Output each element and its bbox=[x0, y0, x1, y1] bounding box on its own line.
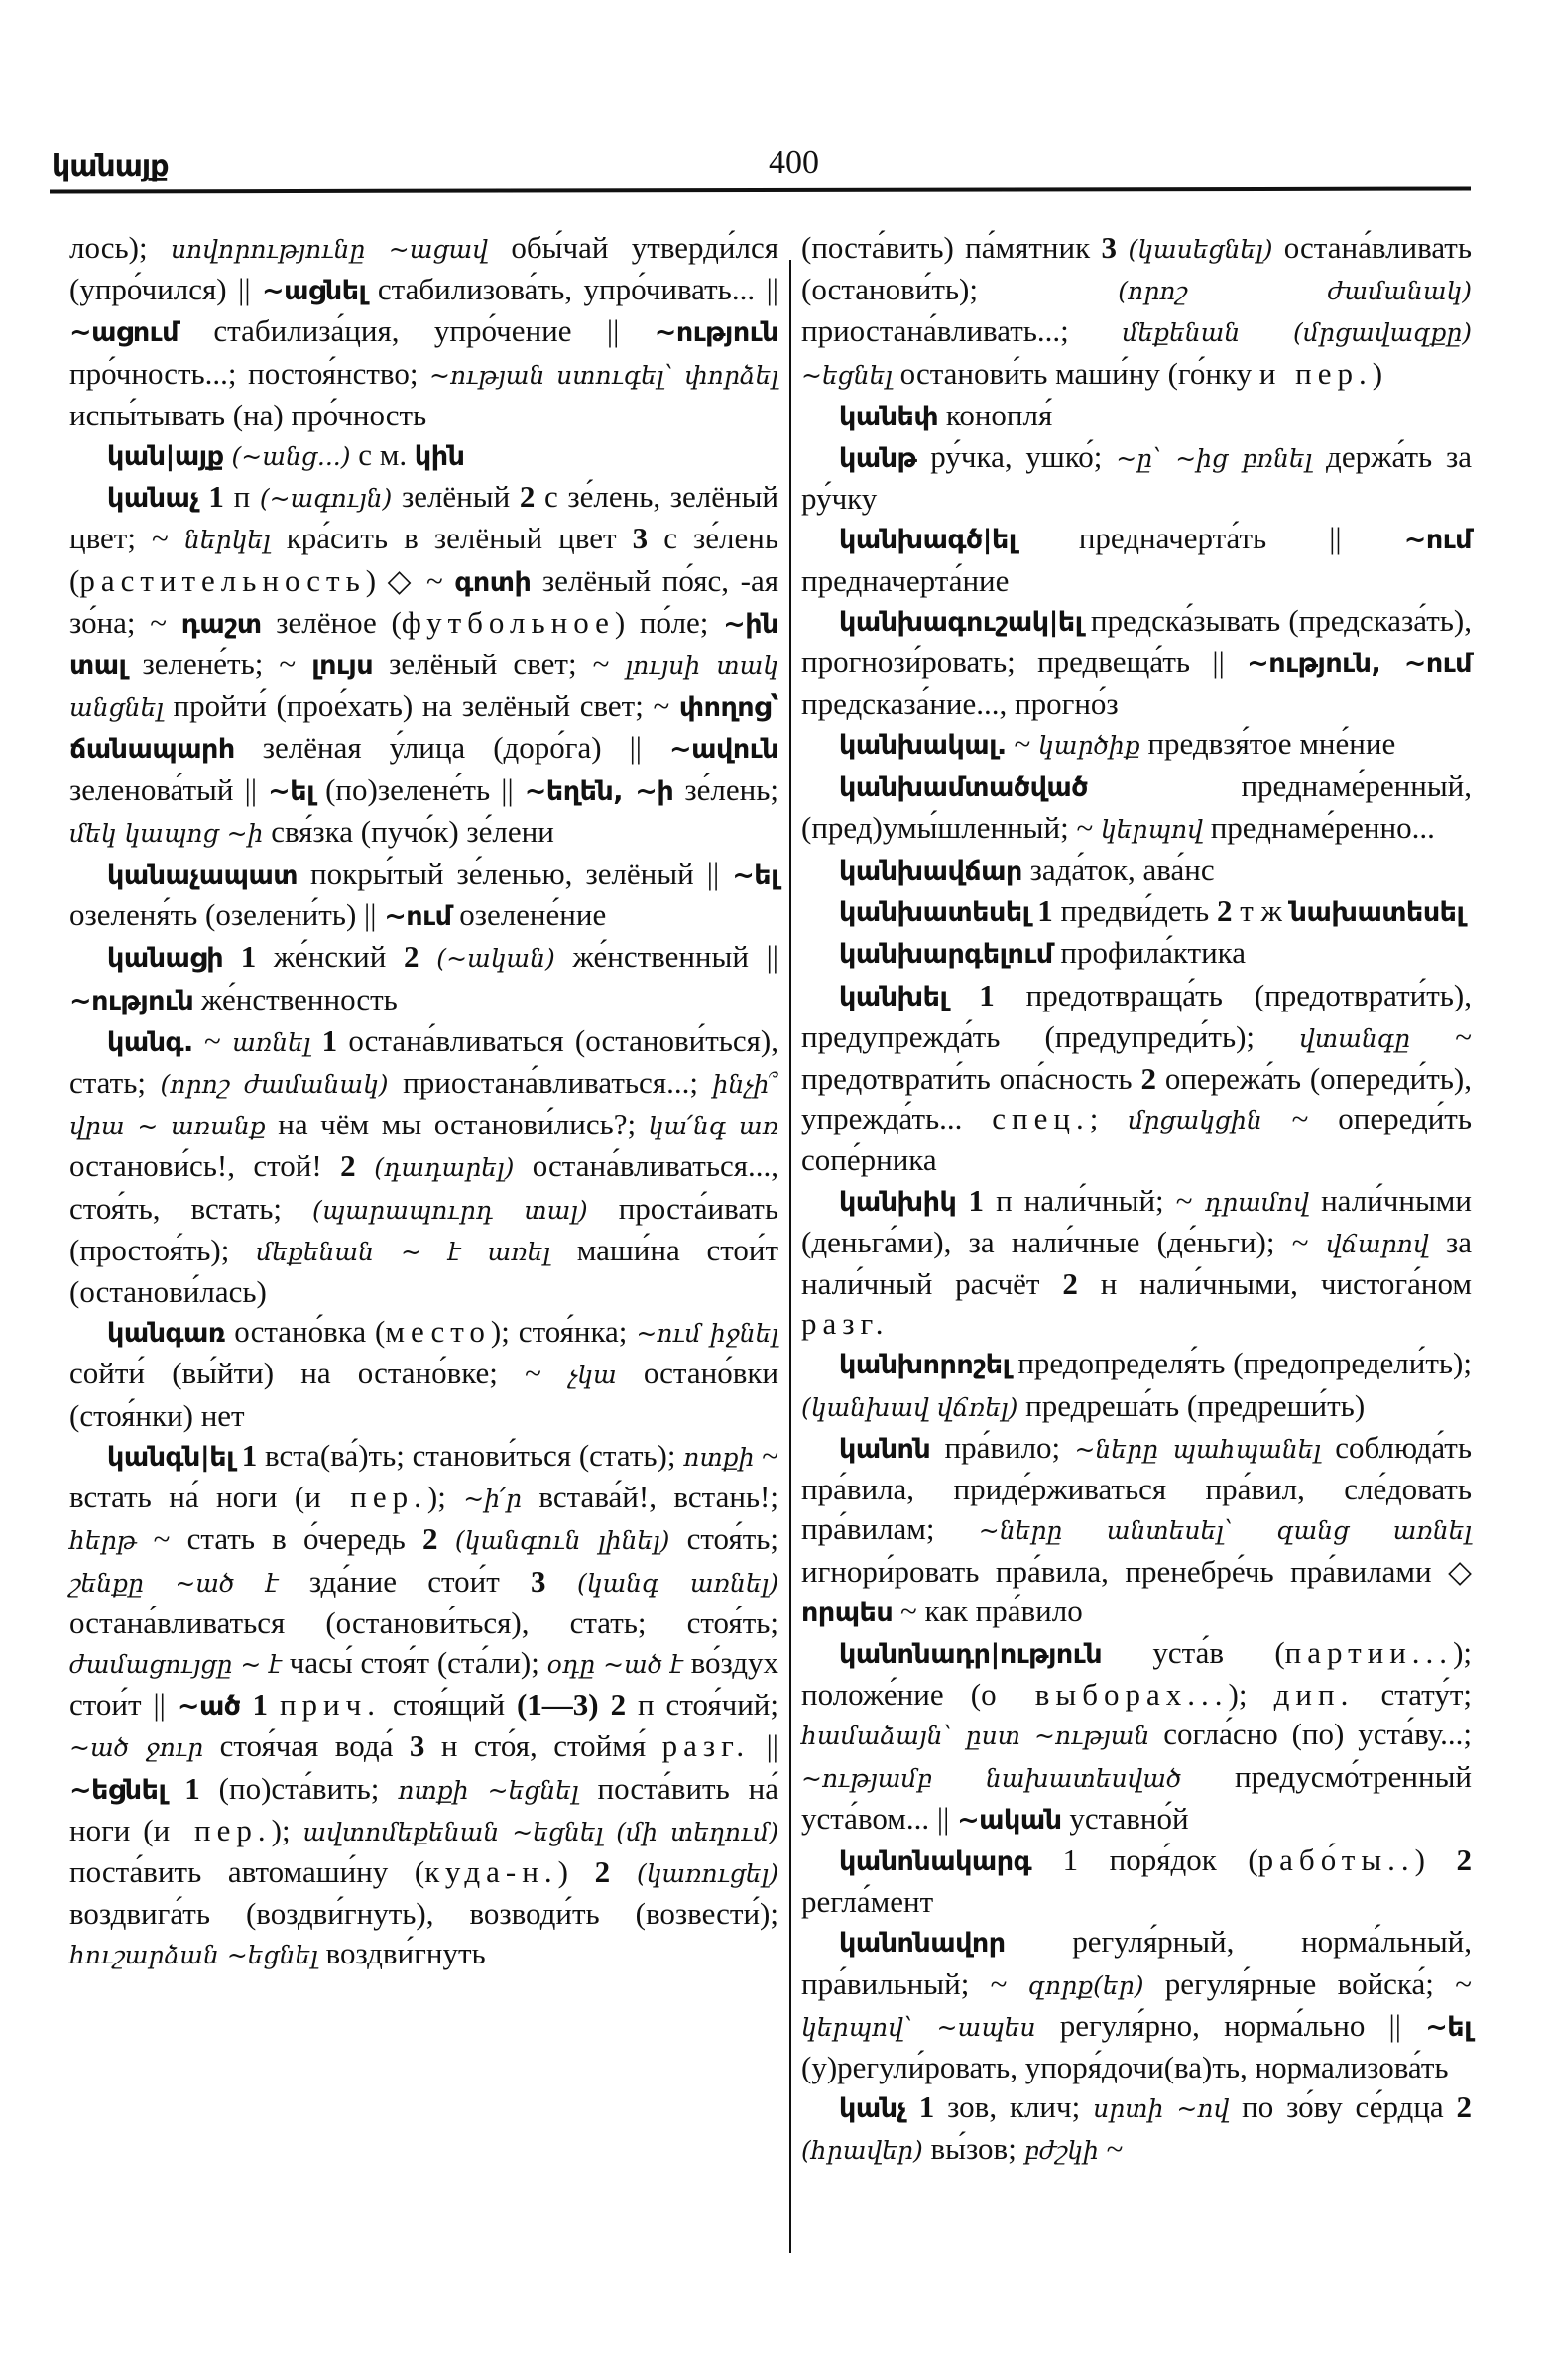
translation-text: ) ◇ ~ bbox=[365, 562, 455, 598]
translation-text: т ж bbox=[1232, 893, 1290, 929]
translation-text: во́здух стои́т || bbox=[69, 1644, 778, 1723]
headword: գոտի bbox=[454, 566, 532, 598]
translation-text: зов, клич; bbox=[934, 2089, 1094, 2125]
sense-number: 2 bbox=[594, 1853, 611, 1889]
dictionary-entry bbox=[801, 1181, 1472, 1345]
armenian-example: ~ում իջնել bbox=[636, 1319, 778, 1349]
armenian-example: ~ած ջուր bbox=[69, 1733, 204, 1763]
spaced-label: и пер. bbox=[1258, 355, 1373, 391]
translation-text: н сто́я, стоймя́ bbox=[424, 1728, 662, 1764]
sense-number: 2 bbox=[1456, 1842, 1472, 1877]
headword: կանաչապատ bbox=[107, 860, 299, 892]
headword: ~ել bbox=[732, 860, 778, 892]
headword: կանչ bbox=[839, 2093, 906, 2125]
sense-number: 1 bbox=[947, 977, 995, 1012]
translation-text: конопля́ bbox=[938, 397, 1053, 432]
spaced-label: дип. bbox=[1273, 1677, 1355, 1713]
headword: կանոն bbox=[839, 1433, 931, 1465]
translation-text: предска́зывать (предсказа́ть), прогнози́ровать; предвеща́ть || bbox=[801, 602, 1472, 680]
dictionary-entry bbox=[801, 396, 1472, 437]
sense-number: 3 bbox=[409, 1728, 425, 1764]
translation-text: остано́вка ( bbox=[225, 1314, 386, 1350]
spaced-label: разг. bbox=[661, 1728, 751, 1764]
armenian-example: (կանգ առնել) bbox=[545, 1568, 779, 1598]
dictionary-entry bbox=[801, 1633, 1472, 1841]
armenian-example: ժամացույցը ~ է bbox=[69, 1649, 282, 1679]
sense-number: 2 bbox=[1456, 2089, 1473, 2125]
dictionary-entry bbox=[801, 1841, 1472, 1922]
dictionary-entry bbox=[801, 2087, 1472, 2171]
translation-text: стату́т; bbox=[1354, 1677, 1472, 1713]
dictionary-entry bbox=[801, 767, 1472, 850]
translation-text: вы́зов; bbox=[922, 2131, 1024, 2167]
armenian-example: մեքենան (մրցավազքը) ~եցնել bbox=[801, 318, 1472, 390]
headword: ~ական bbox=[957, 1804, 1062, 1836]
translation-text: зелёная у́лица (доро́га) || bbox=[234, 730, 670, 766]
armenian-example: կարծիք bbox=[1038, 731, 1140, 761]
sense-number: 1 bbox=[310, 1022, 338, 1058]
translation-text: зеленова́тый || bbox=[69, 772, 269, 807]
headword: ~եղեն, ~ի bbox=[524, 775, 674, 807]
translation-text: ); bbox=[426, 1480, 464, 1515]
headword: լույս bbox=[311, 651, 374, 682]
sense-number: 1 bbox=[198, 479, 224, 515]
translation-text: стоя́щий bbox=[380, 1687, 517, 1723]
translation-text: зелёное ( bbox=[261, 604, 402, 640]
translation-text: ~ встать на́ ноги ( bbox=[69, 1437, 778, 1515]
armenian-example: (կանգուն լինել) bbox=[437, 1526, 670, 1556]
translation-text: зада́ток, ава́нс bbox=[1021, 852, 1215, 888]
translation-text: зелёный свет; ~ bbox=[373, 647, 626, 682]
headword: կանխել bbox=[839, 981, 948, 1012]
armenian-example: ~ության ստուգել՝ փորձել bbox=[429, 360, 778, 390]
headword: ~եցնել bbox=[69, 1774, 167, 1806]
dictionary-entry bbox=[69, 937, 778, 1020]
sense-number: 1 bbox=[240, 1687, 268, 1723]
sense-number: 2 bbox=[1216, 893, 1233, 929]
translation-text: остано́вки (стоя́нки) нет bbox=[69, 1356, 778, 1433]
armenian-example: ~ը՝ ~ից բռնել bbox=[1116, 444, 1313, 474]
armenian-example: ներկել bbox=[183, 526, 271, 555]
dictionary-entry bbox=[801, 519, 1472, 600]
dictionary-entry bbox=[69, 1312, 778, 1436]
sense-number: 1 bbox=[956, 1182, 984, 1218]
headword: կանաչ bbox=[107, 483, 199, 515]
dictionary-entry bbox=[801, 1344, 1472, 1427]
spaced-label: разг. bbox=[801, 1306, 890, 1342]
spaced-label: рабо́ты.. bbox=[1257, 1842, 1415, 1877]
headword: կանոնադր|ություն bbox=[839, 1638, 1103, 1670]
armenian-example: ոտքի bbox=[683, 1442, 755, 1472]
headword: ~ած bbox=[177, 1691, 241, 1723]
translation-text: ) bbox=[557, 1853, 595, 1889]
headword: ~ում bbox=[1403, 525, 1472, 556]
headword: ~ություն bbox=[69, 985, 194, 1016]
dictionary-entry bbox=[801, 1428, 1472, 1633]
translation-text: зелёный по́яс, -ая зо́на; ~ bbox=[69, 562, 778, 640]
dictionary-entry bbox=[801, 601, 1472, 725]
translation-text: покры́тый зе́ленью, зелёный || bbox=[298, 856, 733, 892]
dictionary-entry bbox=[801, 724, 1472, 766]
left-column bbox=[69, 228, 778, 1976]
translation-text: остана́вливать (останови́ть); bbox=[801, 230, 1472, 307]
translation-text: зелене́ть; ~ bbox=[126, 647, 312, 682]
running-head: կանայք bbox=[52, 149, 169, 183]
armenian-example: (պարապուրդ տալ) bbox=[311, 1195, 588, 1225]
headword: կան|այք bbox=[107, 441, 224, 473]
armenian-example: օդը ~ած է bbox=[546, 1649, 683, 1679]
translation-text: с м. bbox=[350, 437, 415, 473]
dictionary-entry bbox=[801, 933, 1472, 975]
armenian-example: (կառուցել) bbox=[610, 1858, 778, 1888]
translation-text: встава́й!, встань!; bbox=[521, 1480, 778, 1515]
armenian-example: ինչի՞ վրա ~ առանք bbox=[69, 1070, 778, 1141]
translation-text: проста́ивать (простоя́ть); bbox=[69, 1190, 778, 1267]
translation-text: ~ опереди́ть сопе́рника bbox=[801, 1101, 1472, 1178]
translation-text: преднаме́ренный, (пред)умы́шленный; ~ bbox=[801, 768, 1472, 845]
translation-text: с зе́лень, зелёный цвет; ~ bbox=[69, 479, 779, 556]
spaced-label: о выборах... bbox=[981, 1677, 1229, 1713]
headword: կին bbox=[414, 441, 465, 473]
headword: կանեփ bbox=[839, 401, 939, 432]
armenian-example: ~ները անտեսել՝ զանց առնել bbox=[978, 1516, 1472, 1546]
translation-text bbox=[268, 1687, 280, 1722]
headword: կանգառ bbox=[107, 1318, 226, 1350]
sense-number: 2 bbox=[1140, 1061, 1156, 1097]
translation-text: ) bbox=[1414, 1842, 1457, 1877]
translation-text: предусмо́тренный уста́вом... || bbox=[801, 1758, 1472, 1836]
translation-text: воздвига́ть (воздви́гнуть), возводи́ть (возвести́); bbox=[69, 1896, 778, 1932]
translation-text: за нали́чный расчёт bbox=[801, 1224, 1472, 1302]
translation-text: (по)ста́вить; bbox=[199, 1770, 399, 1806]
dictionary-entry bbox=[69, 435, 778, 477]
translation-text: держа́ть за ру́чку bbox=[801, 439, 1472, 517]
column-divider bbox=[789, 260, 791, 2253]
translation-text: пра́вило; bbox=[930, 1429, 1075, 1465]
translation-text: ); bbox=[271, 1812, 303, 1847]
armenian-example: առնել bbox=[232, 1027, 311, 1057]
translation-text: стабилиза́ция, упро́чение || bbox=[178, 313, 655, 349]
armenian-example: ավտոմեքենան ~եցնել (մի տեղում) bbox=[302, 1817, 779, 1846]
dictionary-entry bbox=[69, 477, 778, 854]
headword: ~ում bbox=[384, 901, 452, 933]
armenian-example: (~անց...) bbox=[223, 442, 351, 472]
armenian-example: (~ական) bbox=[419, 944, 555, 974]
translation-text: же́нский bbox=[256, 939, 404, 975]
translation-text: приостана́вливаться...; bbox=[388, 1065, 713, 1101]
sense-number: 1 bbox=[233, 1437, 258, 1473]
translation-text: п стоя́чий; bbox=[626, 1687, 779, 1723]
armenian-example: ոտքի ~եցնել bbox=[398, 1775, 579, 1805]
spaced-label: прич. bbox=[279, 1687, 381, 1723]
translation-text: испы́тывать (на) про́чность bbox=[69, 397, 427, 432]
translation-text: (по)зелене́ть || bbox=[313, 772, 525, 807]
dictionary-entry bbox=[801, 437, 1472, 519]
sense-number: 2 bbox=[403, 939, 419, 975]
translation-text: ~ bbox=[1006, 726, 1039, 762]
armenian-example: (որոշ ժամանակ) bbox=[1118, 277, 1472, 306]
armenian-example: ~ները պահպանել bbox=[1074, 1434, 1321, 1464]
armenian-example: (~ագույն) bbox=[259, 484, 393, 514]
translation-text: 1 поря́док ( bbox=[1031, 1842, 1258, 1877]
sense-number: 1 bbox=[166, 1770, 200, 1806]
translation-text: останови́ть маши́ну (го́нку bbox=[892, 355, 1259, 391]
translation-text: предви́деть bbox=[1052, 893, 1217, 929]
headword: ~ություն, ~ում bbox=[1247, 649, 1472, 680]
translation-text: опережа́ть (опереди́ть), упрежда́ть... bbox=[801, 1061, 1472, 1136]
translation-text: остана́вливаться..., стоя́ть, встать; bbox=[69, 1148, 778, 1226]
translation-text: приостана́вливать...; bbox=[801, 313, 1123, 349]
armenian-example: կա՛նգ առ bbox=[648, 1112, 779, 1141]
translation-text: сойти́ (вы́йти) на остано́вке; ~ bbox=[69, 1356, 569, 1391]
translation-text: поста́вить автомаши́ну ( bbox=[69, 1853, 425, 1889]
translation-text: регуля́рные войска́; ~ bbox=[1143, 1965, 1472, 2001]
headword: փողոց՝ ճանապարհ bbox=[69, 692, 778, 766]
translation-text: воздви́гнуть bbox=[317, 1936, 486, 1971]
right-column bbox=[801, 228, 1472, 2172]
sense-number: 2 bbox=[1062, 1266, 1078, 1302]
spaced-label: и пер. bbox=[304, 1480, 427, 1515]
headword: կանխագուշակ|ել bbox=[839, 606, 1083, 638]
translation-text: н нали́чными, чистога́ном bbox=[1077, 1266, 1473, 1302]
translation-text: предотвраща́ть (предотврати́ть), предупрежда́ть (предупреди́ть); bbox=[801, 977, 1472, 1054]
spaced-label: спец. bbox=[992, 1101, 1090, 1136]
translation-text: вста(ва́)ть; станови́ться (стать); bbox=[257, 1437, 684, 1473]
armenian-example: զորք(եր) bbox=[1027, 1970, 1144, 2000]
translation-text: преднаме́ренно... bbox=[1202, 809, 1435, 845]
armenian-example: մեքենան ~ է առել bbox=[256, 1237, 550, 1266]
headword: ~ավուն bbox=[669, 734, 778, 766]
spaced-label: растительность bbox=[79, 562, 366, 598]
page-number: 400 bbox=[769, 144, 819, 180]
headword: կանթ bbox=[839, 443, 917, 475]
translation-text: ~ bbox=[192, 1022, 233, 1058]
sense-number: 1 bbox=[1029, 893, 1053, 929]
spaced-label: место bbox=[385, 1314, 491, 1350]
translation-text: ) bbox=[1372, 355, 1383, 391]
headword: կանխորոշել bbox=[839, 1350, 1011, 1381]
translation-text: стоя́ть; bbox=[669, 1521, 779, 1557]
dictionary-entry bbox=[69, 1021, 778, 1312]
translation-text: остана́вливаться (останови́ться), стать; bbox=[69, 1022, 778, 1101]
translation-text: регла́мент bbox=[801, 1884, 934, 1920]
headword: ~ին տալ bbox=[69, 608, 778, 682]
dictionary-entry bbox=[69, 1436, 778, 1976]
translation-text: ) по́ле; bbox=[614, 604, 724, 640]
headword: որպես bbox=[801, 1597, 894, 1628]
translation-text: согла́сно (по) уста́ву...; bbox=[1149, 1717, 1472, 1752]
translation-text: же́нственный || bbox=[554, 939, 779, 975]
translation-text: поста́вить на́ ноги ( bbox=[69, 1770, 778, 1847]
headword: կանխատեսել bbox=[839, 897, 1030, 929]
armenian-example: (հրավեր) bbox=[801, 2136, 923, 2166]
translation-text: про́чность...; постоя́нство; bbox=[69, 355, 430, 391]
dictionary-entry bbox=[801, 1922, 1472, 2087]
headword: կանգն|ել bbox=[107, 1441, 234, 1473]
spaced-label: футбольное bbox=[401, 604, 615, 640]
sense-number: 1 bbox=[223, 939, 257, 975]
headword: կանխարգելում bbox=[839, 939, 1053, 971]
sense-number: 1 bbox=[905, 2089, 935, 2125]
translation-text: часы́ стоя́т (ста́ли); bbox=[281, 1644, 547, 1680]
armenian-example: (կանխավ վճռել) bbox=[801, 1392, 1018, 1422]
translation-text: предвзя́тое мне́ние bbox=[1139, 726, 1396, 762]
translation-text: предначерта́ние bbox=[801, 562, 1010, 598]
translation-text: свя́зка (пучо́к) зе́лени bbox=[263, 813, 554, 849]
headword: ~ել bbox=[268, 775, 314, 807]
sense-number: 2 bbox=[340, 1148, 356, 1184]
translation-text: лось); bbox=[69, 230, 171, 265]
armenian-example: վճարով bbox=[1325, 1229, 1429, 1258]
translation-text: профила́ктика bbox=[1052, 935, 1247, 971]
dictionary-entry bbox=[801, 850, 1472, 892]
translation-text: зелёный bbox=[392, 479, 520, 515]
headword: կանգ. bbox=[107, 1026, 193, 1058]
header-rule bbox=[50, 186, 1471, 193]
translation-text: (у)регули́ровать, упоря́дочи(ва)ть, нормализова́ть bbox=[801, 2049, 1449, 2084]
translation-text: маши́на стои́т (останови́лась) bbox=[69, 1232, 778, 1310]
translation-text: уставно́й bbox=[1061, 1800, 1189, 1836]
sense-number: 2 bbox=[519, 479, 536, 515]
armenian-example: շենքը ~ած է bbox=[69, 1568, 279, 1598]
translation-text: на чём мы останови́лись?; bbox=[265, 1107, 649, 1142]
translation-text: регуля́рный, норма́льный, пра́вильный; ~ bbox=[801, 1924, 1472, 2001]
armenian-example: դրամով bbox=[1204, 1187, 1309, 1217]
translation-text: стабилизова́ть, упро́чивать... || bbox=[366, 272, 778, 307]
translation-text: регуля́рно, норма́льно || bbox=[1035, 2007, 1426, 2043]
armenian-example: հերթ bbox=[69, 1526, 137, 1556]
translation-text: ~ bbox=[1098, 2131, 1124, 2167]
armenian-example: կերպով bbox=[1100, 814, 1203, 844]
headword: դաշտ bbox=[180, 608, 262, 640]
translation-text: предсказа́ние..., прогно́з bbox=[801, 686, 1119, 722]
armenian-example: (կասեցնել) bbox=[1116, 235, 1273, 264]
sense-number: 2 bbox=[422, 1521, 438, 1557]
armenian-example: վտանգը bbox=[1299, 1023, 1411, 1053]
translation-text: с зе́лень ( bbox=[69, 521, 778, 598]
translation-text: ); положе́ние ( bbox=[801, 1634, 1472, 1713]
translation-text: по зо́ву се́рдца bbox=[1229, 2089, 1457, 2125]
translation-text: зе́лень; bbox=[673, 772, 778, 807]
translation-text: ~ стать в о́чередь bbox=[136, 1521, 423, 1557]
armenian-example: սրտի ~ով bbox=[1093, 2094, 1230, 2124]
headword: կանոնակարգ bbox=[839, 1845, 1032, 1877]
sense-number: 3 bbox=[632, 521, 649, 556]
translation-text: ру́чка, ушко́; bbox=[916, 439, 1117, 475]
headword: կանխագծ|ել bbox=[839, 525, 1017, 556]
dictionary-entry bbox=[801, 892, 1472, 933]
headword: նախատեսել bbox=[1289, 897, 1465, 929]
headword: կանխիկ bbox=[839, 1186, 957, 1218]
armenian-example: (որոշ ժամանակ) bbox=[160, 1070, 389, 1100]
sense-number: (1—3) 2 bbox=[516, 1687, 627, 1723]
translation-text: ); bbox=[1228, 1677, 1274, 1713]
armenian-example: կերպով՝ ~ապես bbox=[801, 2012, 1036, 2042]
headword: ~ացնել bbox=[262, 276, 367, 307]
translation-text: п нали́чный; ~ bbox=[983, 1182, 1205, 1218]
dictionary-entry bbox=[801, 228, 1472, 396]
translation-text: же́нственность bbox=[193, 981, 398, 1016]
translation-text: пройти́ (прое́хать) на зелёный свет; ~ bbox=[163, 688, 679, 724]
headword: ~ել bbox=[1425, 2011, 1472, 2043]
translation-text: предреша́ть (предреши́ть) bbox=[1017, 1387, 1366, 1423]
translation-text: || bbox=[750, 1728, 778, 1764]
spaced-label: и пер. bbox=[153, 1812, 272, 1847]
dictionary-entry bbox=[69, 854, 778, 937]
armenian-example: համաձայն՝ ըստ ~ության bbox=[801, 1722, 1150, 1751]
translation-text: останови́сь!, стой! bbox=[69, 1148, 341, 1184]
armenian-example: չկա bbox=[568, 1361, 617, 1390]
headword: կանխավճար bbox=[839, 856, 1022, 888]
headword: ~ություն bbox=[654, 317, 778, 349]
armenian-example: մեկ կապոց ~ի bbox=[69, 818, 264, 848]
armenian-example: ~ությամբ նախատեսված bbox=[801, 1763, 1182, 1793]
dictionary-entry bbox=[801, 976, 1472, 1181]
translation-text: уста́в ( bbox=[1102, 1634, 1285, 1670]
headword: կանխամտածված bbox=[839, 772, 1088, 803]
headword: կանխակալ. bbox=[839, 730, 1007, 762]
armenian-example: բժշկի bbox=[1023, 2136, 1099, 2166]
translation-text: ~ предотврати́ть опа́сность bbox=[801, 1018, 1472, 1097]
translation-text: (поста́вить) па́мятник bbox=[801, 230, 1102, 265]
headword: ~ացում bbox=[69, 317, 179, 349]
translation-text: предопределя́ть (предопредели́ть); bbox=[1010, 1346, 1472, 1381]
translation-text: ); стоя́нка; bbox=[490, 1314, 637, 1350]
armenian-example: լույսի տակ անցնել bbox=[69, 652, 778, 723]
armenian-example: մրցակցին bbox=[1128, 1106, 1262, 1135]
sense-number: 3 bbox=[1101, 230, 1117, 265]
armenian-example: ~ի՛ր bbox=[463, 1485, 522, 1514]
armenian-example: (դադարել) bbox=[355, 1153, 515, 1183]
translation-text: соблюда́ть пра́вила, приде́рживаться пра́вил, сле́довать пра́вилам; bbox=[801, 1429, 1472, 1547]
translation-text: стоя́чая вода́ bbox=[203, 1728, 410, 1764]
spaced-label: куда-н. bbox=[424, 1853, 558, 1889]
translation-text: кра́сить в зелёный цвет bbox=[270, 521, 633, 556]
translation-text: п bbox=[223, 479, 260, 515]
dictionary-entry bbox=[69, 228, 778, 435]
translation-text: игнори́ровать пра́вила, пренебре́чь пра́вилами ◇ bbox=[801, 1553, 1472, 1589]
translation-text: предначерта́ть || bbox=[1016, 521, 1404, 556]
headword: կանոնավոր bbox=[839, 1928, 1006, 1960]
sense-number: 3 bbox=[531, 1563, 546, 1599]
translation-text: ; bbox=[1089, 1101, 1129, 1136]
spaced-label: партии... bbox=[1284, 1634, 1454, 1670]
translation-text: озеленя́ть (озелени́ть) || bbox=[69, 897, 385, 933]
armenian-example: հուշարձան ~եցնել bbox=[69, 1941, 318, 1970]
translation-text: нали́чными (деньга́ми), за нали́чные (де́ньги); ~ bbox=[801, 1182, 1472, 1259]
armenian-example: սովորությունը ~ացավ bbox=[170, 235, 489, 264]
translation-text: зда́ние стои́т bbox=[278, 1563, 532, 1599]
translation-text: обы́чай утверди́лся (упро́чился) || bbox=[69, 230, 779, 307]
translation-text: озелене́ние bbox=[451, 897, 607, 933]
translation-text: остана́вливаться (останови́ться), стать; стоя́ть; bbox=[69, 1605, 778, 1640]
headword: կանացի bbox=[107, 943, 224, 975]
translation-text: ~ как пра́вило bbox=[893, 1593, 1083, 1628]
